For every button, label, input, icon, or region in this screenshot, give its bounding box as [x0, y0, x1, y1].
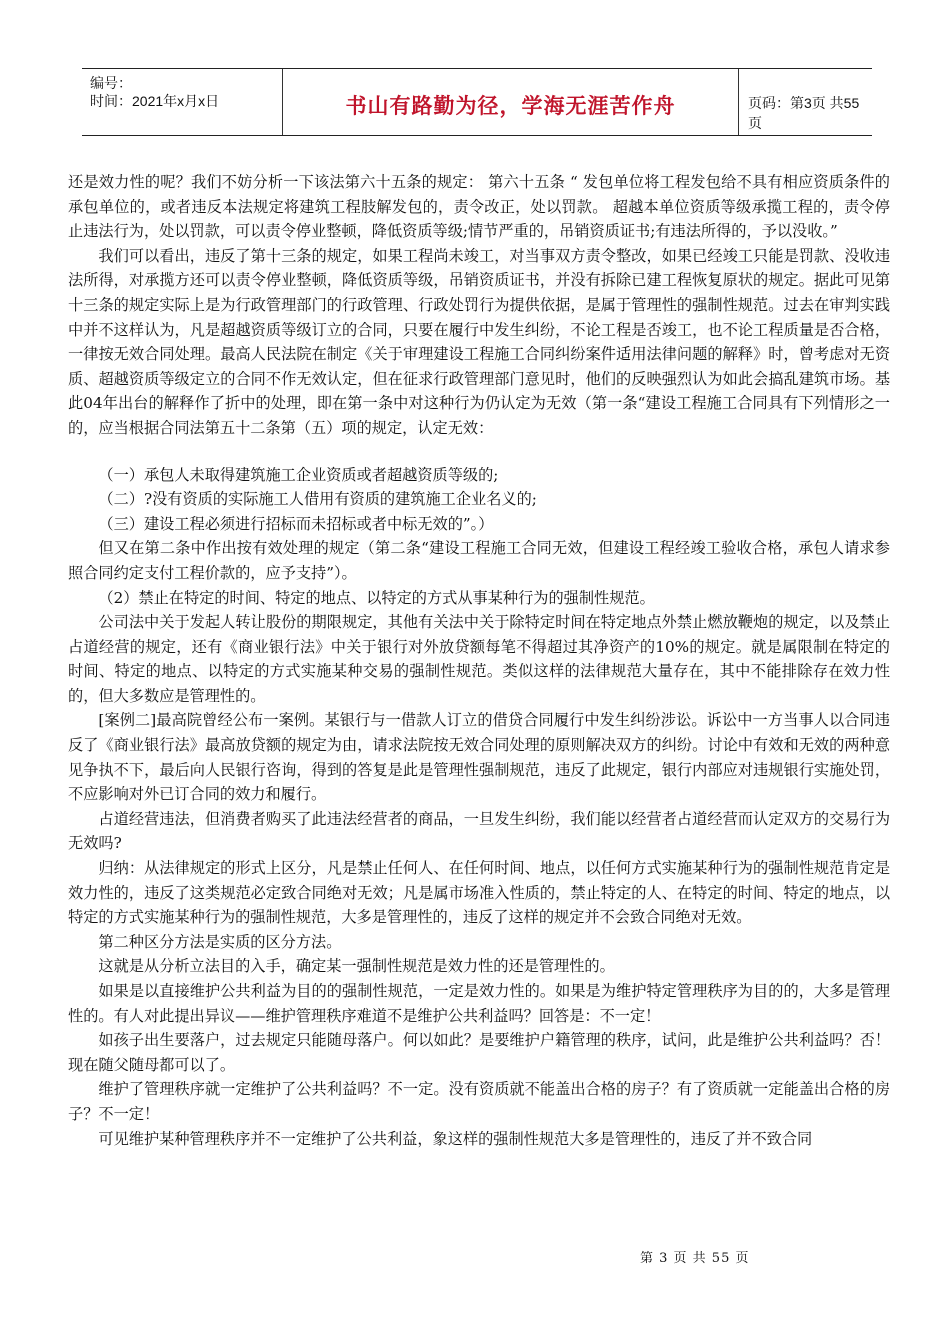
- paragraph: 可见维护某种管理秩序并不一定维护了公共利益，象这样的强制性规范大多是管理性的，违反了并不致合同: [98, 1129, 813, 1148]
- header-meta: [82, 69, 282, 135]
- paragraph: 占道经营违法，但消费者购买了此违法经营者的商品，一旦发生纠纷，我们能以经营者占道经营而认定双方的交易行为无效吗?: [68, 809, 890, 853]
- paragraph: 归纳：从法律规定的形式上区分，凡是禁止任何人、在任何时间、地点，以任何方式实施某种行为的强制性规范肯定是效力性的，违反了这类规范必定致合同绝对无效；凡是属市场准入性质的，禁止特定的人、在特定的时间、特定的地点，以特定的方式实施某种行为的强制性规范，大多是管理性的，违反了这样的规定并不会致合同绝对无效。: [68, 859, 890, 927]
- paragraph: 这就是从分析立法目的入手，确定某一强制性规范是效力性的还是管理性的。: [98, 957, 615, 976]
- paragraph: 如果是以直接维护公共利益为目的的强制性规范，一定是效力性的。如果是为维护特定管理秩序为目的的，大多是管理性的。有人对此提出异议——维护管理秩序难道不是维护公共利益吗？回答是：不一定！: [68, 982, 890, 1025]
- number-label: 编号：: [90, 75, 132, 91]
- paragraph: 我们可以看出，违反了第十三条的规定，如果工程尚未竣工，对当事双方责令整改，如果已经竣工只能是罚款、没收违法所得，对承揽方还可以责令停业整顿，降低资质等级，吊销资质证书，并没有拆除已建工程恢复原状的规定。据此可见第十三条的规定实际上是为行政管理部门的行政管理、行政处罚行为提供依据，是属于管理性的强制性规范。过去在审判实践中并不这样认为，凡是超越资质等级订立的合同，只要在履行中发生纠纷，不论工程是否竣工，也不论工程质量是否合格，一律按无效合同处理。最高人民法院在制定《关于审理建设工程施工合同纠纷案件适用法律问题的解释》时，曾考虑对无资质、超越资质等级定立的合同不作无效认定，但在征求行政管理部门意见时，他们的反映强烈认为如此会搞乱建筑市场。基此04年出台的解释作了折中的处理，即在第一条中对这种行为仍认定为无效（第一条“建设工程施工合同具有下列情形之一的，应当根据合同法第五十二条第（五）项的规定，认定无效：: [68, 246, 890, 437]
- paragraph: 但又在第二条中作出按有效处理的规定（第二条“建设工程施工合同无效，但建设工程经竣工验收合格，承包人请求参照合同约定支付工程价款的，应予支持”）。: [68, 539, 890, 582]
- list-item: （一）承包人未取得建筑施工企业资质或者超越资质等级的;: [98, 465, 499, 484]
- paragraph: 公司法中关于发起人转让股份的期限规定，其他有关法中关于除特定时间在特定地点外禁止燃放鞭炮的规定，以及禁止占道经营的规定，还有《商业银行法》中关于银行对外放贷额每笔不得超过其净资产的10%的规定。就是属限制在特定的时间、特定的地点、以特定的方式实施某种交易的强制性规范。类似这样的法律规范大量存在，其中不能排除存在效力性的，但大多数应是管理性的。: [68, 613, 890, 705]
- list-item: （二）?没有资质的实际施工人借用有资质的建筑施工企业名义的;: [98, 490, 537, 509]
- header-page-cell: [738, 69, 872, 135]
- paragraph: 第二种区分方法是实质的区分方法。: [98, 932, 342, 951]
- paragraph: 如孩子出生要落户，过去规定只能随母落户。何以如此？是要维护户籍管理的秩序，试问，此是维护公共利益吗？否！现在随父随母都可以了。: [68, 1031, 890, 1074]
- header-motto: 书山有路勤为径，学海无涯苦作舟: [345, 94, 676, 118]
- paragraph: 维护了管理秩序就一定维护了公共利益吗？不一定。没有资质就不能盖出合格的房子？有了资质就一定能盖出合格的房子？不一定！: [68, 1080, 890, 1123]
- paragraph: 还是效力性的呢？我们不妨分析一下该法第六十五条的规定： 第六十五条 “ 发包单位将工程发包给不具有相应资质条件的承包单位的，或者违反本法规定将建筑工程肢解发包的，责令改正，处以罚款。 超越本单位资质等级承揽工程的，责令停止违法行为，处以罚款，可以责令停业整顿，降低资质等级;情节严重的，吊销资质证书;有违法所得的，予以没收。”: [68, 173, 890, 241]
- date-label: 时间：2021年x月x日: [90, 93, 220, 109]
- list-item: （三）建设工程必须进行招标而未招标或者中标无效的”。）: [98, 514, 494, 533]
- page-header: [82, 68, 872, 136]
- paragraph: （2）禁止在特定的时间、特定的地点、以特定的方式从事某种行为的强制性规范。: [98, 588, 655, 607]
- paragraph: [案例二]最高院曾经公布一案例。某银行与一借款人订立的借贷合同履行中发生纠纷涉讼。诉讼中一方当事人以合同违反了《商业银行法》最高放贷额的规定为由，请求法院按无效合同处理的原则解决双方的纠纷。讨论中有效和无效的两种意见争执不下，最后向人民银行咨询，得到的答复是此是管理性强制规范，违反了此规定，银行内部应对违规银行实施处罚，不应影响对外已订合同的效力和履行。: [68, 711, 890, 804]
- header-motto-cell: [282, 69, 739, 135]
- header-page-info: 页码：第3页 共55页: [748, 95, 860, 131]
- page-footer: 第 3 页 共 55 页: [640, 1251, 750, 1266]
- document-body: [68, 170, 890, 1151]
